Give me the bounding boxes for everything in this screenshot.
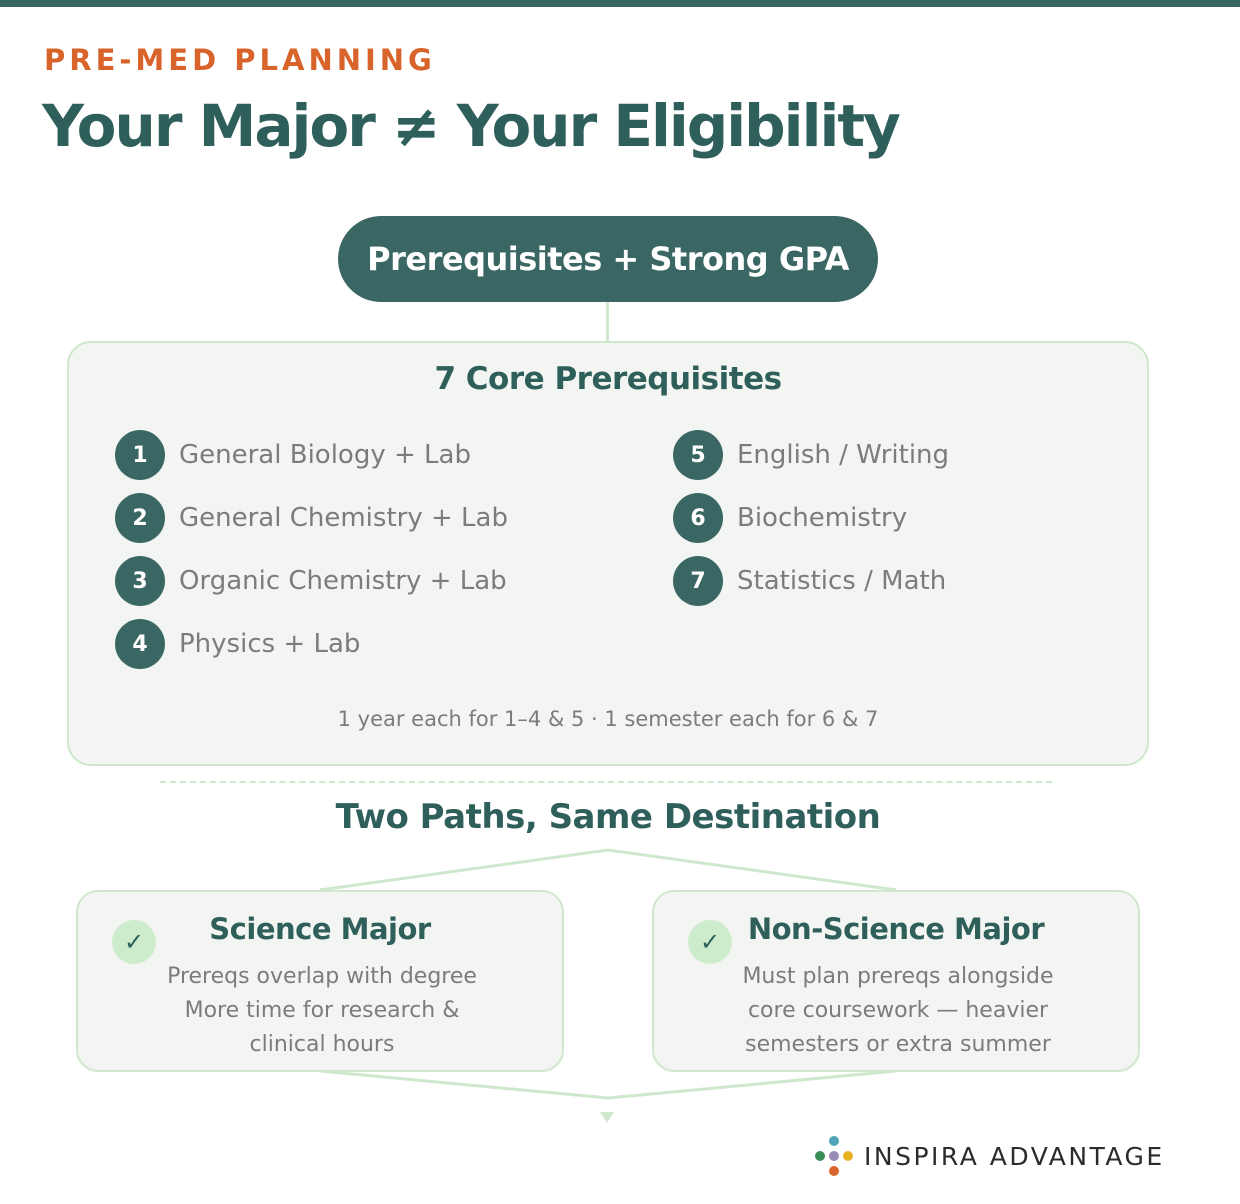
course-label: Statistics / Math: [737, 566, 947, 596]
course-label: Physics + Lab: [179, 629, 361, 659]
paths-title: Two Paths, Same Destination: [335, 797, 881, 837]
course-item-1: [115, 430, 471, 480]
prerequisites-card: [67, 341, 1149, 766]
course-label: Organic Chemistry + Lab: [179, 566, 507, 596]
merge-connector: [320, 1071, 896, 1098]
path-card-line: semesters or extra summer: [745, 1032, 1051, 1057]
brand-name: INSPIRA ADVANTAGE: [864, 1141, 1165, 1171]
path-card-title: Science Major: [209, 912, 431, 946]
path-card-line: core coursework — heavier: [747, 998, 1049, 1023]
path-card-line: Prereqs overlap with degree: [167, 964, 477, 989]
brand-dot: [843, 1151, 853, 1161]
course-item-5: [673, 430, 949, 480]
path-card-title: Non-Science Major: [747, 912, 1045, 946]
path-card-body: [684, 960, 1112, 1062]
course-item-4: [115, 619, 360, 669]
brand-dot: [829, 1151, 839, 1161]
course-item-7: [673, 556, 946, 606]
prerequisites-title: 7 Core Prerequisites: [434, 361, 782, 397]
brand-dot: [815, 1151, 825, 1161]
brand-logo: [812, 1134, 1165, 1178]
course-label: General Chemistry + Lab: [179, 503, 508, 533]
course-item-2: [115, 493, 508, 543]
course-label: English / Writing: [737, 440, 950, 470]
science-major-card: [76, 890, 564, 1072]
course-number-badge: 1: [115, 430, 165, 480]
brand-dot: [829, 1136, 839, 1146]
course-item-3: [115, 556, 507, 606]
path-card-body: [108, 960, 536, 1062]
course-number-badge: 7: [673, 556, 723, 606]
page-title: Your Major ≠ Your Eligibility: [42, 92, 899, 160]
course-number-badge: 6: [673, 493, 723, 543]
path-card-line: More time for research &: [184, 998, 460, 1023]
duration-note: 1 year each for 1–4 & 5 · 1 semester each for 6 & 7: [337, 707, 879, 731]
non-science-major-card: [652, 890, 1140, 1072]
course-number-badge: 4: [115, 619, 165, 669]
top-accent-bar: [0, 0, 1240, 7]
path-card-line: Must plan prereqs alongside: [742, 964, 1054, 989]
course-number-badge: 3: [115, 556, 165, 606]
eyebrow-label: PRE-MED PLANNING: [44, 43, 436, 77]
course-number-badge: 2: [115, 493, 165, 543]
path-card-line: clinical hours: [249, 1032, 395, 1057]
check-icon: ✓: [112, 920, 156, 964]
section-divider: [160, 781, 1052, 783]
brand-dot: [829, 1166, 839, 1176]
check-icon: ✓: [688, 920, 732, 964]
course-item-6: [673, 493, 907, 543]
requirement-pill: Prerequisites + Strong GPA: [338, 216, 878, 302]
course-label: General Biology + Lab: [179, 440, 471, 470]
split-connector: [320, 850, 896, 890]
course-number-badge: 5: [673, 430, 723, 480]
course-label: Biochemistry: [737, 503, 908, 533]
pill-connector: [606, 302, 609, 342]
brand-dots-icon: [812, 1134, 856, 1178]
arrow-down-icon: [600, 1112, 614, 1123]
